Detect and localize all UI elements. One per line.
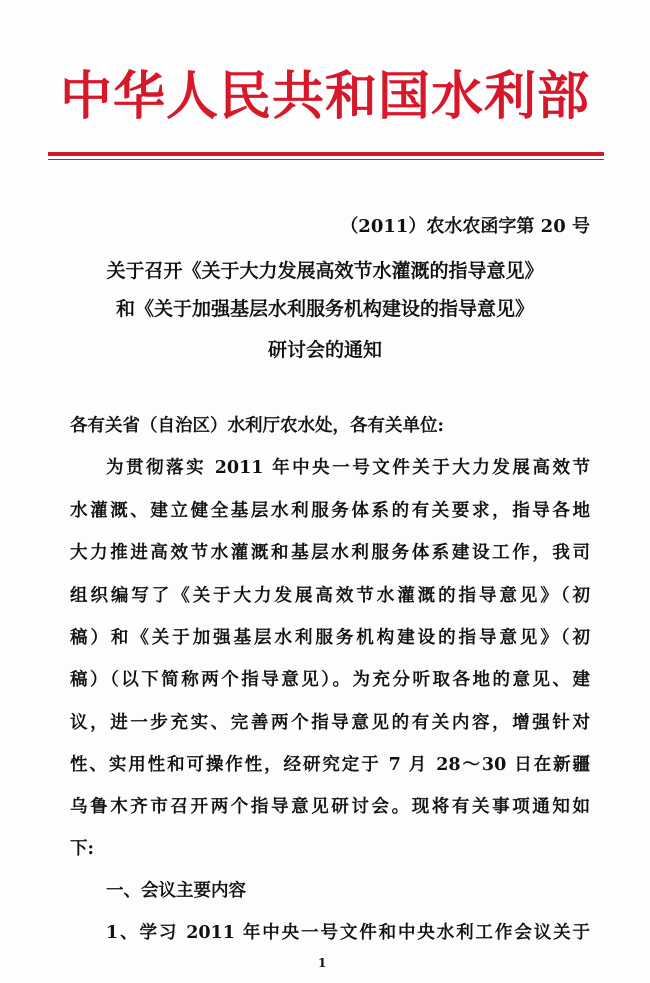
list-item: 1、学习 2011 年中央一号文件和中央水利工作会议关于	[106, 923, 590, 943]
letterhead-rule-thick	[48, 152, 604, 156]
paragraph-line: 议，进一步充实、完善两个指导意见的有关内容，增强针对	[70, 713, 590, 733]
paragraph-line: 性、实用性和可操作性，经研究定于 7 月 28～30 日在新疆	[70, 755, 590, 775]
document-number: （2011）农水农函字第 20 号	[340, 216, 590, 237]
paragraph-line: 乌鲁木齐市召开两个指导意见研讨会。现将有关事项通知如	[70, 797, 590, 817]
document-title-line-3: 研讨会的通知	[267, 339, 382, 361]
paragraph-line: 为贯彻落实 2011 年中央一号文件关于大力发展高效节	[106, 458, 590, 478]
salutation: 各有关省（自治区）水利厅农水处，各有关单位:	[70, 416, 444, 436]
section-heading: 一、会议主要内容	[106, 881, 246, 901]
page-number: 1	[318, 956, 327, 970]
document-title-line-2: 和《关于加强基层水利服务机构建设的指导意见》	[115, 298, 534, 320]
paragraph-line: 稿）和《关于加强基层水利服务机构建设的指导意见》（初	[70, 628, 590, 648]
paragraph-line: 水灌溉、建立健全基层水利服务体系的有关要求，指导各地	[70, 501, 590, 521]
paragraph-line: 下:	[70, 839, 94, 859]
paragraph-line: 稿）（以下简称两个指导意见）。为充分听取各地的意见、建	[70, 670, 590, 690]
letterhead-title: 中华人民共和国水利部	[59, 67, 590, 127]
document-title-line-1: 关于召开《关于大力发展高效节水灌溉的指导意见》	[106, 260, 544, 282]
letterhead-rule-thin	[48, 159, 604, 160]
paragraph-line: 组织编写了《关于大力发展高效节水灌溉的指导意见》（初	[70, 586, 590, 606]
paragraph-line: 大力推进高效节水灌溉和基层水利服务体系建设工作，我司	[70, 543, 590, 563]
